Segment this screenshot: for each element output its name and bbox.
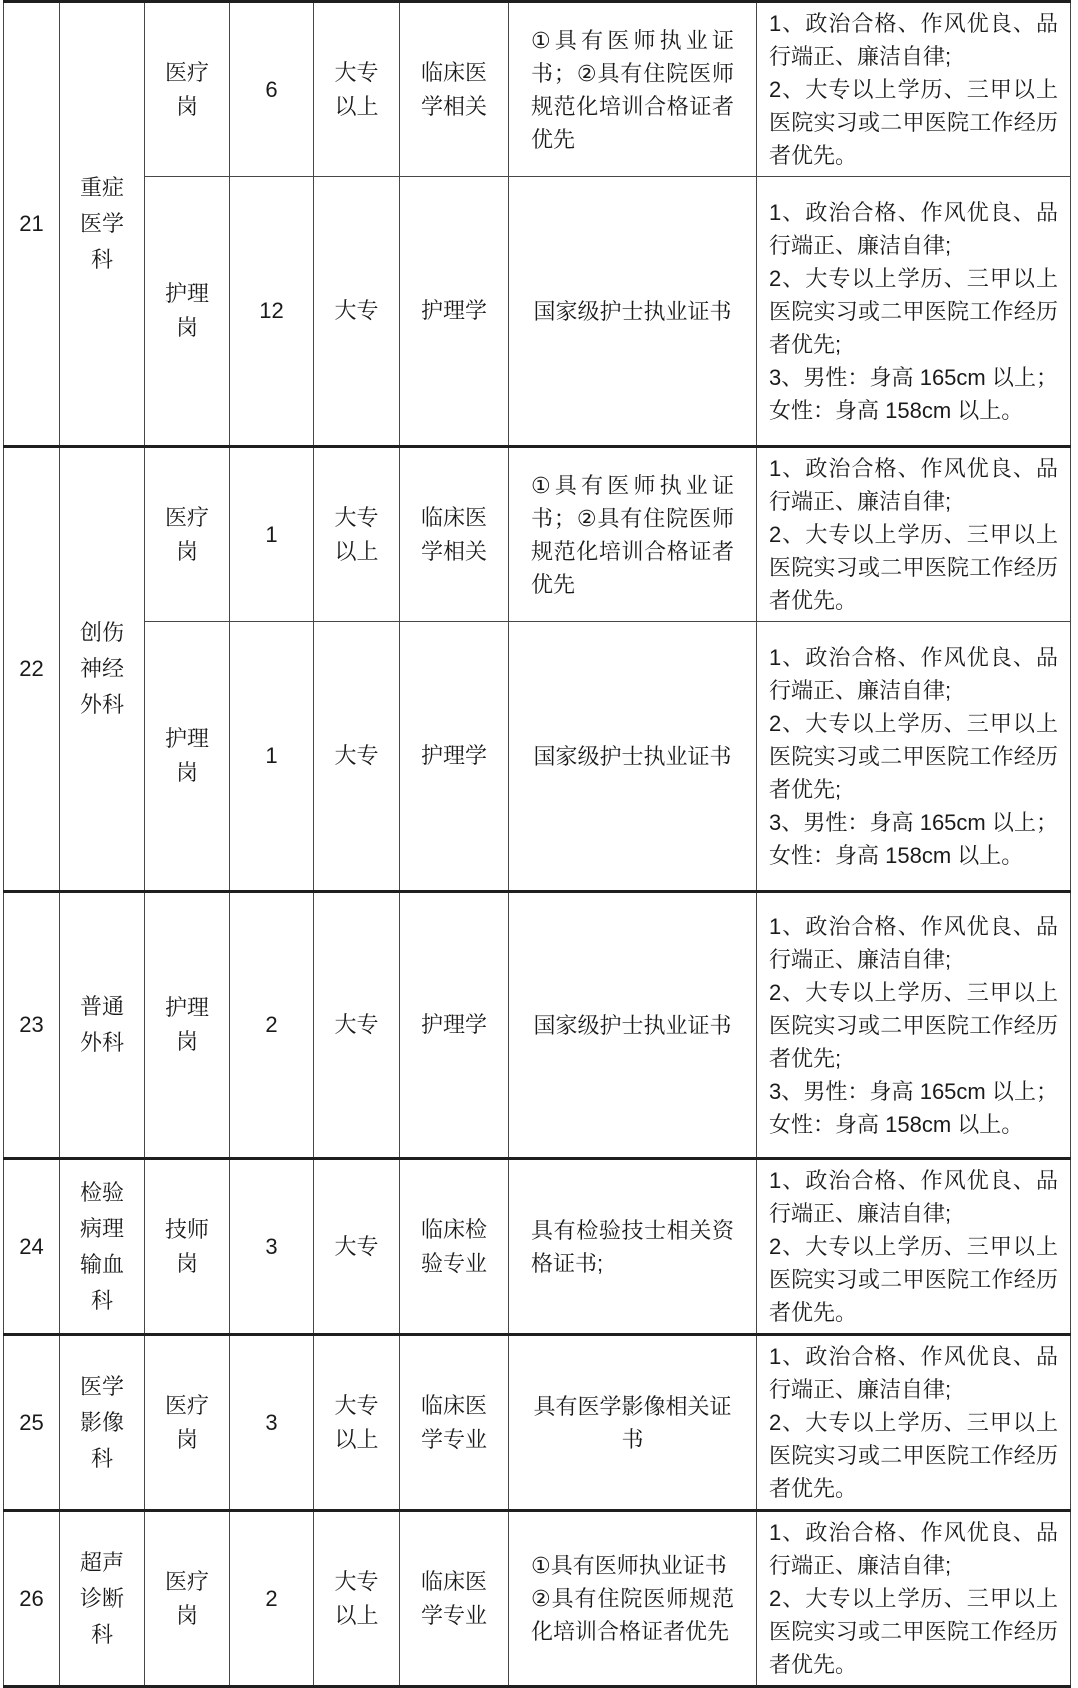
cell-headcount: 3 <box>230 1159 314 1335</box>
cell-major: 临床检验专业 <box>400 1159 509 1335</box>
cell-seq-no: 25 <box>4 1335 60 1511</box>
cell-requirements <box>757 1159 1071 1335</box>
cell-requirements-line: 1、政治合格、作风优良、品行端正、廉洁自律; <box>769 199 1058 258</box>
cell-seq-no: 21 <box>4 2 60 447</box>
table-row <box>4 622 1071 892</box>
cell-certificate-line: 国家级护士执业证书 <box>533 298 732 324</box>
cell-post-type: 医疗岗 <box>145 447 230 622</box>
cell-certificate-line: ①具有医师执业证书；②具有住院医师规范化培训合格证者优先 <box>531 27 734 152</box>
table-group <box>4 2 1071 447</box>
table-row <box>4 177 1071 447</box>
cell-major: 临床医学相关 <box>400 2 509 177</box>
cell-major: 护理学 <box>400 622 509 892</box>
table-row <box>4 892 1071 1159</box>
cell-requirements <box>757 1511 1071 1687</box>
cell-requirements <box>757 2 1071 177</box>
table-row <box>4 1159 1071 1335</box>
cell-department: 普通外科 <box>60 892 145 1159</box>
cell-certificate-line: ①具有医师执业证书 <box>531 1553 727 1578</box>
cell-seq-no: 22 <box>4 447 60 892</box>
cell-certificate <box>509 1335 757 1511</box>
cell-education: 大专以上 <box>314 1511 400 1687</box>
cell-requirements <box>757 447 1071 622</box>
cell-seq-no: 23 <box>4 892 60 1159</box>
table-group <box>4 1335 1071 1511</box>
table-group <box>4 447 1071 892</box>
cell-requirements-line: 3、男性：身高 165cm 以上；女性：身高 158cm 以上。 <box>769 1078 1058 1137</box>
cell-post-type: 医疗岗 <box>145 1335 230 1511</box>
cell-headcount: 12 <box>230 177 314 447</box>
cell-headcount: 1 <box>230 447 314 622</box>
cell-requirements-line: 1、政治合格、作风优良、品行端正、廉洁自律; <box>769 1344 1058 1402</box>
cell-major: 护理学 <box>400 177 509 447</box>
cell-post-type: 护理岗 <box>145 177 230 447</box>
recruitment-table <box>3 0 1071 1688</box>
cell-certificate <box>509 2 757 177</box>
cell-department: 检验病理输血科 <box>60 1159 145 1335</box>
cell-requirements-line: 1、政治合格、作风优良、品行端正、廉洁自律; <box>769 456 1058 514</box>
cell-requirements <box>757 1335 1071 1511</box>
cell-department: 医学影像科 <box>60 1335 145 1511</box>
cell-certificate-line: ①具有医师执业证书；②具有住院医师规范化培训合格证者优先 <box>531 472 734 597</box>
cell-requirements-line: 1、政治合格、作风优良、品行端正、廉洁自律; <box>769 644 1058 703</box>
cell-requirements-line: 3、男性：身高 165cm 以上；女性：身高 158cm 以上。 <box>769 809 1058 868</box>
cell-certificate <box>509 892 757 1159</box>
cell-post-type: 医疗岗 <box>145 1511 230 1687</box>
cell-education: 大专 <box>314 1159 400 1335</box>
cell-major: 临床医学专业 <box>400 1335 509 1511</box>
cell-education: 大专以上 <box>314 2 400 177</box>
cell-certificate-line: 国家级护士执业证书 <box>533 743 732 769</box>
cell-certificate <box>509 447 757 622</box>
table-group <box>4 892 1071 1159</box>
cell-certificate-line: ②具有住院医师规范化培训合格证者优先 <box>531 1586 734 1644</box>
cell-major: 护理学 <box>400 892 509 1159</box>
cell-post-type: 医疗岗 <box>145 2 230 177</box>
cell-certificate <box>509 177 757 447</box>
cell-certificate-line: 具有医学影像相关证书 <box>533 1393 732 1452</box>
cell-seq-no: 26 <box>4 1511 60 1687</box>
cell-requirements-line: 2、大专以上学历、三甲以上医院实习或二甲医院工作经历者优先。 <box>769 77 1058 168</box>
cell-requirements-line: 1、政治合格、作风优良、品行端正、廉洁自律; <box>769 1520 1058 1578</box>
cell-requirements <box>757 892 1071 1159</box>
table-row <box>4 1511 1071 1687</box>
cell-post-type: 护理岗 <box>145 892 230 1159</box>
cell-certificate <box>509 1511 757 1687</box>
cell-department: 创伤神经外科 <box>60 447 145 892</box>
cell-education: 大专 <box>314 622 400 892</box>
cell-requirements-line: 2、大专以上学历、三甲以上医院实习或二甲医院工作经历者优先; <box>769 265 1058 357</box>
table-row <box>4 447 1071 622</box>
cell-requirements <box>757 177 1071 447</box>
cell-education: 大专以上 <box>314 447 400 622</box>
cell-headcount: 6 <box>230 2 314 177</box>
cell-requirements-line: 2、大专以上学历、三甲以上医院实习或二甲医院工作经历者优先; <box>769 979 1058 1071</box>
cell-certificate <box>509 1159 757 1335</box>
cell-headcount: 3 <box>230 1335 314 1511</box>
cell-requirements-line: 1、政治合格、作风优良、品行端正、廉洁自律; <box>769 1168 1058 1226</box>
cell-post-type: 技师岗 <box>145 1159 230 1335</box>
cell-requirements-line: 1、政治合格、作风优良、品行端正、廉洁自律; <box>769 913 1058 972</box>
table-row <box>4 2 1071 177</box>
cell-post-type: 护理岗 <box>145 622 230 892</box>
cell-seq-no: 24 <box>4 1159 60 1335</box>
cell-major: 临床医学相关 <box>400 447 509 622</box>
cell-education: 大专 <box>314 177 400 447</box>
cell-certificate-line: 国家级护士执业证书 <box>533 1012 732 1038</box>
cell-certificate-line: 具有检验技士相关资格证书; <box>531 1217 734 1276</box>
cell-requirements-line: 2、大专以上学历、三甲以上医院实习或二甲医院工作经历者优先; <box>769 710 1058 802</box>
cell-requirements <box>757 622 1071 892</box>
cell-education: 大专 <box>314 892 400 1159</box>
cell-headcount: 2 <box>230 1511 314 1687</box>
cell-department: 超声诊断科 <box>60 1511 145 1687</box>
cell-requirements-line: 2、大专以上学历、三甲以上医院实习或二甲医院工作经历者优先。 <box>769 522 1058 613</box>
cell-certificate <box>509 622 757 892</box>
table-row <box>4 1335 1071 1511</box>
cell-requirements-line: 2、大专以上学历、三甲以上医院实习或二甲医院工作经历者优先。 <box>769 1410 1058 1501</box>
cell-education: 大专以上 <box>314 1335 400 1511</box>
cell-requirements-line: 1、政治合格、作风优良、品行端正、廉洁自律; <box>769 11 1058 69</box>
cell-department: 重症医学科 <box>60 2 145 447</box>
cell-requirements-line: 2、大专以上学历、三甲以上医院实习或二甲医院工作经历者优先。 <box>769 1234 1058 1325</box>
cell-headcount: 2 <box>230 892 314 1159</box>
cell-requirements-line: 3、男性：身高 165cm 以上；女性：身高 158cm 以上。 <box>769 364 1058 423</box>
table-group <box>4 1511 1071 1687</box>
cell-major: 临床医学专业 <box>400 1511 509 1687</box>
cell-headcount: 1 <box>230 622 314 892</box>
cell-requirements-line: 2、大专以上学历、三甲以上医院实习或二甲医院工作经历者优先。 <box>769 1586 1058 1677</box>
table-group <box>4 1159 1071 1335</box>
